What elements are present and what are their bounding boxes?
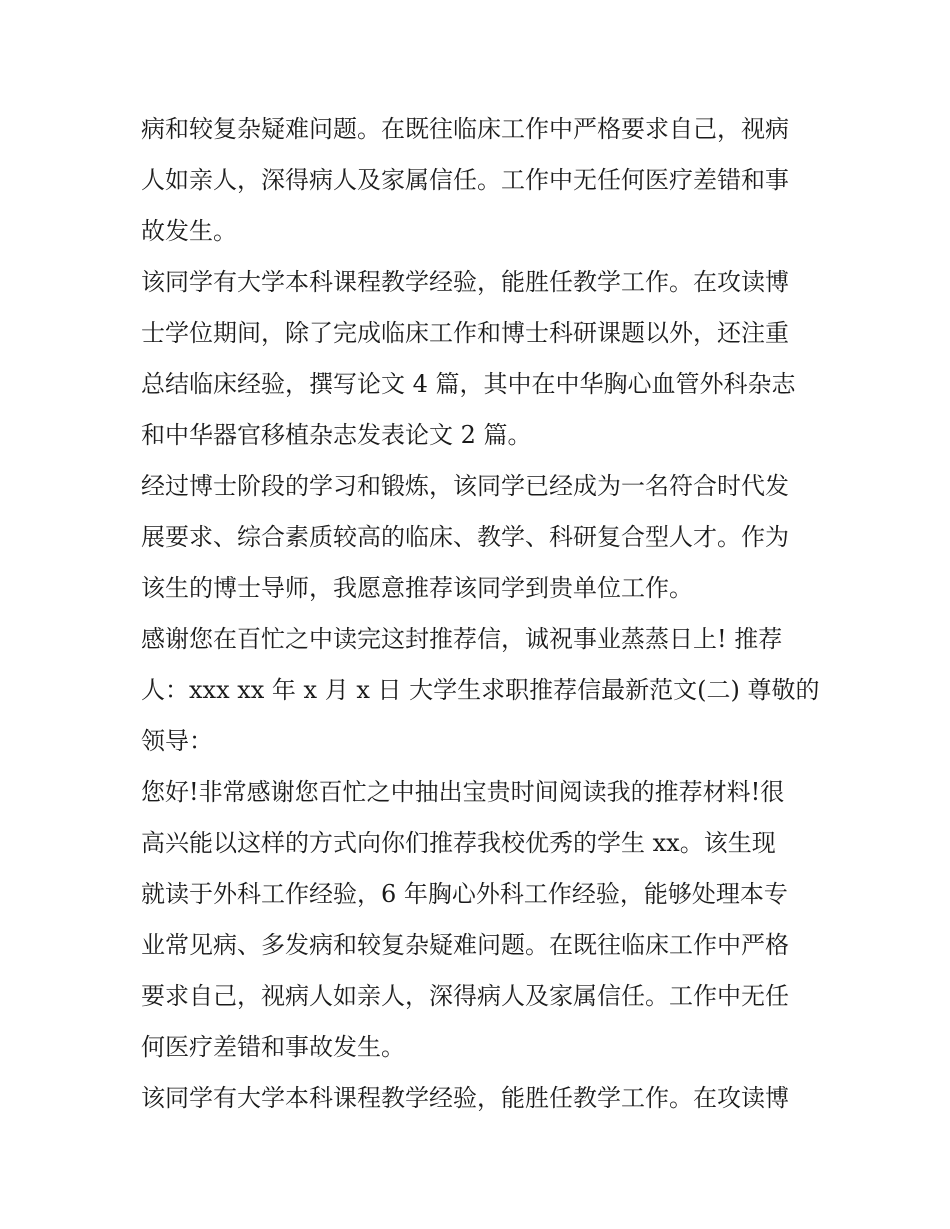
text-line: 领导： [141,727,213,755]
text-line: 该同学有大学本科课程教学经验，能胜任教学工作。在攻读博 [141,268,789,296]
text-line: 总结临床经验，撰写论文 4 篇，其中在中华胸心血管外科杂志 [141,370,796,398]
text-line: 就读于外科工作经验，6 年胸心外科工作经验，能够处理本专 [141,880,788,908]
text-line: 该同学有大学本科课程教学经验，能胜任教学工作。在攻读博 [141,1084,789,1112]
text-line: 人如亲人，深得病人及家属信任。工作中无任何医疗差错和事 [141,166,789,194]
text-line: 展要求、综合素质较高的临床、教学、科研复合型人才。作为 [141,523,789,551]
text-line: 业常见病、多发病和较复杂疑难问题。在既往临床工作中严格 [141,931,789,959]
text-line: 该生的博士导师，我愿意推荐该同学到贵单位工作。 [141,574,693,602]
text-line: 感谢您在百忙之中读完这封推荐信，诚祝事业蒸蒸日上! 推荐 [141,625,783,653]
text-line: 病和较复杂疑难问题。在既往临床工作中严格要求自己，视病 [141,115,789,143]
text-line: 士学位期间，除了完成临床工作和博士科研课题以外，还注重 [141,319,789,347]
document-body [141,104,821,1124]
text-line: 和中华器官移植杂志发表论文 2 篇。 [141,421,532,449]
text-line: 经过博士阶段的学习和锻炼，该同学已经成为一名符合时代发 [141,472,789,500]
text-line: 故发生。 [141,217,237,245]
text-line: 要求自己，视病人如亲人，深得病人及家属信任。工作中无任 [141,982,789,1010]
text-line: 人：xxx xx 年 x 月 x 日 大学生求职推荐信最新范文(二) 尊敬的 [141,676,820,704]
text-line: 何医疗差错和事故发生。 [141,1033,405,1061]
text-line: 您好!非常感谢您百忙之中抽出宝贵时间阅读我的推荐材料!很 [141,778,785,806]
text-line: 高兴能以这样的方式向你们推荐我校优秀的学生 xx。该生现 [141,829,776,857]
